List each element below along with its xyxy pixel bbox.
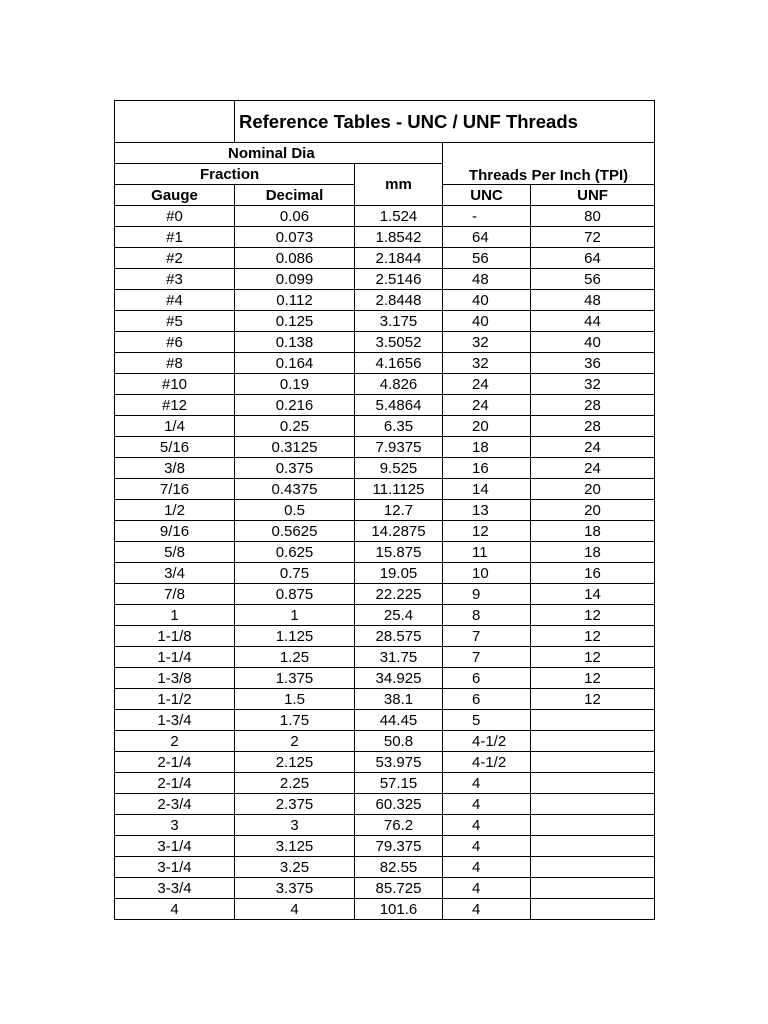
decimal-cell: 0.5625 bbox=[235, 521, 355, 542]
unf-cell: 80 bbox=[531, 206, 655, 227]
decimal-cell: 0.875 bbox=[235, 584, 355, 605]
unc-cell: 4 bbox=[443, 899, 531, 920]
unf-cell: 28 bbox=[531, 416, 655, 437]
tpi-header: Threads Per Inch (TPI) bbox=[443, 143, 655, 185]
unc-cell: 20 bbox=[443, 416, 531, 437]
table-row bbox=[115, 773, 655, 794]
mm-cell: 14.2875 bbox=[355, 521, 443, 542]
unc-cell: 4 bbox=[443, 815, 531, 836]
decimal-cell: 0.3125 bbox=[235, 437, 355, 458]
gauge-cell: #5 bbox=[115, 311, 235, 332]
gauge-cell: 1-1/4 bbox=[115, 647, 235, 668]
mm-cell: 3.175 bbox=[355, 311, 443, 332]
header-row-nominal bbox=[115, 143, 655, 164]
decimal-cell: 1.375 bbox=[235, 668, 355, 689]
gauge-cell: #8 bbox=[115, 353, 235, 374]
mm-cell: 19.05 bbox=[355, 563, 443, 584]
table-row bbox=[115, 374, 655, 395]
mm-cell: 82.55 bbox=[355, 857, 443, 878]
mm-cell: 1.524 bbox=[355, 206, 443, 227]
mm-cell: 11.1125 bbox=[355, 479, 443, 500]
gauge-cell: 3-1/4 bbox=[115, 836, 235, 857]
mm-cell: 53.975 bbox=[355, 752, 443, 773]
table-row bbox=[115, 353, 655, 374]
mm-cell: 22.225 bbox=[355, 584, 443, 605]
gauge-cell: 3 bbox=[115, 815, 235, 836]
decimal-header: Decimal bbox=[235, 185, 355, 206]
gauge-cell: 1/4 bbox=[115, 416, 235, 437]
table-row bbox=[115, 395, 655, 416]
decimal-cell: 0.099 bbox=[235, 269, 355, 290]
decimal-cell: 0.125 bbox=[235, 311, 355, 332]
decimal-cell: 0.375 bbox=[235, 458, 355, 479]
unf-cell: 40 bbox=[531, 332, 655, 353]
unc-cell: 7 bbox=[443, 647, 531, 668]
unc-cell: 14 bbox=[443, 479, 531, 500]
gauge-cell: 1 bbox=[115, 605, 235, 626]
unc-cell: 6 bbox=[443, 689, 531, 710]
mm-cell: 25.4 bbox=[355, 605, 443, 626]
decimal-cell: 3 bbox=[235, 815, 355, 836]
table-row bbox=[115, 290, 655, 311]
table-row bbox=[115, 878, 655, 899]
decimal-cell: 1.75 bbox=[235, 710, 355, 731]
mm-cell: 15.875 bbox=[355, 542, 443, 563]
gauge-cell: 2-3/4 bbox=[115, 794, 235, 815]
unf-cell: 18 bbox=[531, 521, 655, 542]
gauge-header: Gauge bbox=[115, 185, 235, 206]
table-row bbox=[115, 584, 655, 605]
gauge-cell: #1 bbox=[115, 227, 235, 248]
decimal-cell: 0.625 bbox=[235, 542, 355, 563]
unf-cell: 32 bbox=[531, 374, 655, 395]
gauge-cell: #6 bbox=[115, 332, 235, 353]
unf-cell bbox=[531, 773, 655, 794]
mm-cell: 38.1 bbox=[355, 689, 443, 710]
unf-cell: 48 bbox=[531, 290, 655, 311]
decimal-cell: 3.375 bbox=[235, 878, 355, 899]
gauge-cell: 3-1/4 bbox=[115, 857, 235, 878]
table-row bbox=[115, 500, 655, 521]
table-row bbox=[115, 689, 655, 710]
unf-cell bbox=[531, 857, 655, 878]
unc-cell: 13 bbox=[443, 500, 531, 521]
mm-cell: 50.8 bbox=[355, 731, 443, 752]
decimal-cell: 0.19 bbox=[235, 374, 355, 395]
decimal-cell: 1 bbox=[235, 605, 355, 626]
unc-cell: 18 bbox=[443, 437, 531, 458]
mm-cell: 44.45 bbox=[355, 710, 443, 731]
gauge-cell: 5/8 bbox=[115, 542, 235, 563]
table-row bbox=[115, 206, 655, 227]
mm-cell: 2.1844 bbox=[355, 248, 443, 269]
unf-cell: 18 bbox=[531, 542, 655, 563]
mm-cell: 7.9375 bbox=[355, 437, 443, 458]
decimal-cell: 1.125 bbox=[235, 626, 355, 647]
decimal-cell: 2 bbox=[235, 731, 355, 752]
decimal-cell: 4 bbox=[235, 899, 355, 920]
table-body bbox=[115, 206, 655, 920]
gauge-cell: #10 bbox=[115, 374, 235, 395]
unc-cell: 40 bbox=[443, 290, 531, 311]
table-row bbox=[115, 647, 655, 668]
unf-cell: 16 bbox=[531, 563, 655, 584]
gauge-cell: 7/16 bbox=[115, 479, 235, 500]
unf-cell: 28 bbox=[531, 395, 655, 416]
unc-cell: 40 bbox=[443, 311, 531, 332]
table-row bbox=[115, 815, 655, 836]
table-row bbox=[115, 899, 655, 920]
unf-header: UNF bbox=[531, 185, 655, 206]
unc-cell: 7 bbox=[443, 626, 531, 647]
unf-cell: 44 bbox=[531, 311, 655, 332]
decimal-cell: 2.125 bbox=[235, 752, 355, 773]
mm-cell: 60.325 bbox=[355, 794, 443, 815]
unf-cell: 72 bbox=[531, 227, 655, 248]
mm-cell: 101.6 bbox=[355, 899, 443, 920]
unf-cell bbox=[531, 731, 655, 752]
table-row bbox=[115, 668, 655, 689]
table-row bbox=[115, 269, 655, 290]
unf-cell bbox=[531, 752, 655, 773]
unc-cell: 4-1/2 bbox=[443, 731, 531, 752]
unc-cell: 48 bbox=[443, 269, 531, 290]
table-row bbox=[115, 437, 655, 458]
gauge-cell: #12 bbox=[115, 395, 235, 416]
gauge-cell: 3/4 bbox=[115, 563, 235, 584]
gauge-cell: 7/8 bbox=[115, 584, 235, 605]
mm-cell: 85.725 bbox=[355, 878, 443, 899]
table-row bbox=[115, 731, 655, 752]
gauge-cell: #2 bbox=[115, 248, 235, 269]
mm-header: mm bbox=[355, 164, 443, 206]
unc-cell: 8 bbox=[443, 605, 531, 626]
decimal-cell: 0.4375 bbox=[235, 479, 355, 500]
mm-cell: 2.8448 bbox=[355, 290, 443, 311]
gauge-cell: 1-3/4 bbox=[115, 710, 235, 731]
gauge-cell: #3 bbox=[115, 269, 235, 290]
table-row bbox=[115, 227, 655, 248]
unc-cell: 16 bbox=[443, 458, 531, 479]
unc-cell: 11 bbox=[443, 542, 531, 563]
unf-cell: 24 bbox=[531, 458, 655, 479]
unc-cell: 32 bbox=[443, 353, 531, 374]
unc-cell: - bbox=[443, 206, 531, 227]
unf-cell bbox=[531, 815, 655, 836]
thread-reference-table bbox=[114, 100, 655, 920]
mm-cell: 6.35 bbox=[355, 416, 443, 437]
gauge-cell: 2 bbox=[115, 731, 235, 752]
gauge-cell: 2-1/4 bbox=[115, 773, 235, 794]
gauge-cell: #0 bbox=[115, 206, 235, 227]
unf-cell: 12 bbox=[531, 668, 655, 689]
unf-cell bbox=[531, 899, 655, 920]
decimal-cell: 3.25 bbox=[235, 857, 355, 878]
unc-cell: 9 bbox=[443, 584, 531, 605]
blank-corner-cell bbox=[115, 101, 235, 143]
mm-cell: 31.75 bbox=[355, 647, 443, 668]
unf-cell: 14 bbox=[531, 584, 655, 605]
gauge-cell: 3-3/4 bbox=[115, 878, 235, 899]
decimal-cell: 0.138 bbox=[235, 332, 355, 353]
table-row bbox=[115, 794, 655, 815]
unf-cell: 20 bbox=[531, 479, 655, 500]
table-row bbox=[115, 626, 655, 647]
table-row bbox=[115, 458, 655, 479]
title-row bbox=[115, 101, 655, 143]
unf-cell: 12 bbox=[531, 605, 655, 626]
table-row bbox=[115, 836, 655, 857]
gauge-cell: 2-1/4 bbox=[115, 752, 235, 773]
decimal-cell: 0.164 bbox=[235, 353, 355, 374]
table-row bbox=[115, 710, 655, 731]
table-row bbox=[115, 752, 655, 773]
gauge-cell: 4 bbox=[115, 899, 235, 920]
gauge-cell: #4 bbox=[115, 290, 235, 311]
gauge-cell: 1-1/2 bbox=[115, 689, 235, 710]
mm-cell: 4.826 bbox=[355, 374, 443, 395]
nominal-dia-header: Nominal Dia bbox=[115, 143, 443, 164]
gauge-cell: 9/16 bbox=[115, 521, 235, 542]
mm-cell: 4.1656 bbox=[355, 353, 443, 374]
decimal-cell: 0.75 bbox=[235, 563, 355, 584]
unc-cell: 10 bbox=[443, 563, 531, 584]
unf-cell: 56 bbox=[531, 269, 655, 290]
unc-cell: 4 bbox=[443, 857, 531, 878]
mm-cell: 57.15 bbox=[355, 773, 443, 794]
unc-cell: 4 bbox=[443, 878, 531, 899]
mm-cell: 79.375 bbox=[355, 836, 443, 857]
decimal-cell: 0.06 bbox=[235, 206, 355, 227]
unc-cell: 4 bbox=[443, 773, 531, 794]
unf-cell bbox=[531, 794, 655, 815]
gauge-cell: 1/2 bbox=[115, 500, 235, 521]
unc-cell: 64 bbox=[443, 227, 531, 248]
table-row bbox=[115, 332, 655, 353]
unf-cell bbox=[531, 836, 655, 857]
unc-cell: 4 bbox=[443, 836, 531, 857]
table-row bbox=[115, 521, 655, 542]
decimal-cell: 3.125 bbox=[235, 836, 355, 857]
reference-table-sheet bbox=[114, 100, 654, 920]
table-row bbox=[115, 479, 655, 500]
unc-cell: 24 bbox=[443, 374, 531, 395]
decimal-cell: 2.375 bbox=[235, 794, 355, 815]
decimal-cell: 0.216 bbox=[235, 395, 355, 416]
unf-cell bbox=[531, 710, 655, 731]
mm-cell: 34.925 bbox=[355, 668, 443, 689]
unf-cell: 12 bbox=[531, 689, 655, 710]
mm-cell: 12.7 bbox=[355, 500, 443, 521]
unf-cell bbox=[531, 878, 655, 899]
mm-cell: 28.575 bbox=[355, 626, 443, 647]
table-title: Reference Tables - UNC / UNF Threads bbox=[235, 101, 655, 143]
decimal-cell: 1.25 bbox=[235, 647, 355, 668]
table-row bbox=[115, 311, 655, 332]
table-row bbox=[115, 542, 655, 563]
unf-cell: 24 bbox=[531, 437, 655, 458]
unf-cell: 20 bbox=[531, 500, 655, 521]
unc-cell: 24 bbox=[443, 395, 531, 416]
gauge-cell: 3/8 bbox=[115, 458, 235, 479]
decimal-cell: 0.5 bbox=[235, 500, 355, 521]
gauge-cell: 1-3/8 bbox=[115, 668, 235, 689]
unf-cell: 12 bbox=[531, 626, 655, 647]
unc-cell: 56 bbox=[443, 248, 531, 269]
mm-cell: 9.525 bbox=[355, 458, 443, 479]
unc-cell: 5 bbox=[443, 710, 531, 731]
unc-cell: 4-1/2 bbox=[443, 752, 531, 773]
decimal-cell: 0.25 bbox=[235, 416, 355, 437]
unf-cell: 36 bbox=[531, 353, 655, 374]
mm-cell: 2.5146 bbox=[355, 269, 443, 290]
gauge-cell: 1-1/8 bbox=[115, 626, 235, 647]
table-row bbox=[115, 416, 655, 437]
unf-cell: 64 bbox=[531, 248, 655, 269]
unc-cell: 4 bbox=[443, 794, 531, 815]
unc-cell: 12 bbox=[443, 521, 531, 542]
unc-header: UNC bbox=[443, 185, 531, 206]
table-row bbox=[115, 248, 655, 269]
table-row bbox=[115, 563, 655, 584]
decimal-cell: 0.112 bbox=[235, 290, 355, 311]
mm-cell: 76.2 bbox=[355, 815, 443, 836]
decimal-cell: 1.5 bbox=[235, 689, 355, 710]
mm-cell: 1.8542 bbox=[355, 227, 443, 248]
mm-cell: 3.5052 bbox=[355, 332, 443, 353]
unf-cell: 12 bbox=[531, 647, 655, 668]
table-row bbox=[115, 857, 655, 878]
decimal-cell: 2.25 bbox=[235, 773, 355, 794]
decimal-cell: 0.073 bbox=[235, 227, 355, 248]
unc-cell: 6 bbox=[443, 668, 531, 689]
decimal-cell: 0.086 bbox=[235, 248, 355, 269]
fraction-header: Fraction bbox=[115, 164, 355, 185]
table-row bbox=[115, 605, 655, 626]
mm-cell: 5.4864 bbox=[355, 395, 443, 416]
gauge-cell: 5/16 bbox=[115, 437, 235, 458]
unc-cell: 32 bbox=[443, 332, 531, 353]
